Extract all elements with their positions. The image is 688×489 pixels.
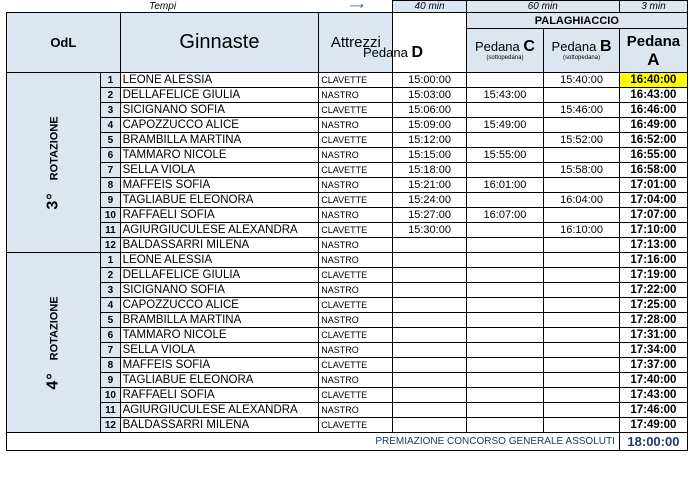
gymnast-name: AGIURGIUCULESE ALEXANDRA [120, 403, 319, 418]
rotation-word: ROTAZIONE [48, 115, 61, 180]
apparatus: CLAVETTE [319, 73, 393, 88]
time-pedana-d: 15:18:00 [393, 163, 466, 178]
order-number: 6 [101, 148, 120, 163]
time-pedana-d: 15:09:00 [393, 118, 466, 133]
pedana-d-word: Pedana [362, 45, 408, 60]
time-pedana-c [466, 193, 544, 208]
gymnast-name: LEONE ALESSIA [120, 73, 319, 88]
time-pedana-b [544, 343, 620, 358]
time-pedana-c [466, 73, 544, 88]
table-row [7, 118, 688, 133]
gymnasts-header: Ginnaste [120, 13, 319, 73]
order-number: 11 [101, 403, 120, 418]
time-pedana-d: 15:24:00 [393, 193, 466, 208]
order-number: 6 [101, 328, 120, 343]
rotation-label-text [45, 296, 63, 389]
time-pedana-c [466, 403, 544, 418]
time-pedana-b [544, 403, 620, 418]
time-pedana-b [544, 373, 620, 388]
time-pedana-b: 15:40:00 [544, 73, 620, 88]
duration-pedana-cb: 60 min [466, 1, 619, 13]
gymnast-name: CAPOZZUCCO ALICE [120, 298, 319, 313]
time-pedana-c [466, 343, 544, 358]
table-row [7, 388, 688, 403]
pedana-d-spacer [393, 13, 466, 73]
gymnast-name: RAFFAELI SOFIA [120, 208, 319, 223]
gymnast-name: MAFFEIS SOFIA [120, 178, 319, 193]
gymnast-name: SICIGNANO SOFIA [120, 283, 319, 298]
time-pedana-d [393, 403, 466, 418]
table-row [7, 163, 688, 178]
apparatus: CLAVETTE [319, 268, 393, 283]
pedana-b-letter: B [600, 38, 612, 55]
time-pedana-b [544, 118, 620, 133]
apparatus: NASTRO [319, 208, 393, 223]
time-pedana-a: 16:49:00 [619, 118, 687, 133]
time-pedana-c [466, 313, 544, 328]
table-row [7, 418, 688, 433]
time-pedana-b [544, 268, 620, 283]
table-row [7, 268, 688, 283]
time-pedana-b [544, 253, 620, 268]
table-row [7, 73, 688, 88]
time-pedana-a: 16:58:00 [619, 163, 687, 178]
time-pedana-d [393, 328, 466, 343]
gymnast-name: BRAMBILLA MARTINA [120, 313, 319, 328]
time-pedana-d [393, 313, 466, 328]
order-number: 4 [101, 298, 120, 313]
gymnast-name: LEONE ALESSIA [120, 253, 319, 268]
time-pedana-c [466, 268, 544, 283]
time-pedana-d: 15:00:00 [393, 73, 466, 88]
time-pedana-d [393, 358, 466, 373]
apparatus: NASTRO [319, 178, 393, 193]
gymnast-name: DELLAFELICE GIULIA [120, 268, 319, 283]
order-number: 3 [101, 283, 120, 298]
time-pedana-b [544, 328, 620, 343]
time-pedana-a: 17:46:00 [619, 403, 687, 418]
time-pedana-c [466, 253, 544, 268]
table-row [7, 133, 688, 148]
apparatus: NASTRO [319, 118, 393, 133]
time-pedana-a: 16:43:00 [619, 88, 687, 103]
time-pedana-c [466, 418, 544, 433]
table-row [7, 178, 688, 193]
order-number: 5 [101, 313, 120, 328]
time-pedana-a: 17:49:00 [619, 418, 687, 433]
time-pedana-a: 17:34:00 [619, 343, 687, 358]
apparatus: CLAVETTE [319, 328, 393, 343]
rotation-number: 3° [44, 191, 62, 210]
time-pedana-c: 15:49:00 [466, 118, 544, 133]
time-pedana-b [544, 313, 620, 328]
table-row [7, 343, 688, 358]
apparatus: NASTRO [319, 343, 393, 358]
time-pedana-d: 15:06:00 [393, 103, 466, 118]
time-pedana-b [544, 358, 620, 373]
gymnast-name: SELLA VIOLA [120, 343, 319, 358]
time-pedana-a: 17:07:00 [619, 208, 687, 223]
duration-pedana-d: 40 min [393, 1, 466, 13]
time-pedana-d [393, 253, 466, 268]
order-number: 7 [101, 163, 120, 178]
time-pedana-d [393, 238, 466, 253]
apparatus: NASTRO [319, 313, 393, 328]
time-pedana-b [544, 148, 620, 163]
rotation-label-text [45, 116, 63, 209]
order-number: 4 [101, 118, 120, 133]
pedana-b-word: Pedana [551, 39, 597, 54]
gymnast-name: BALDASSARRI MILENA [120, 418, 319, 433]
awards-time: 18:00:00 [619, 433, 687, 451]
schedule-table [6, 0, 688, 451]
time-pedana-d [393, 343, 466, 358]
order-number: 8 [101, 358, 120, 373]
order-number: 10 [101, 388, 120, 403]
order-number: 1 [101, 253, 120, 268]
gymnast-name: CAPOZZUCCO ALICE [120, 118, 319, 133]
order-number: 3 [101, 103, 120, 118]
apparatus: NASTRO [319, 88, 393, 103]
time-pedana-c [466, 103, 544, 118]
pedana-c-note: (sottopedana) [486, 55, 524, 61]
time-pedana-d: 15:12:00 [393, 133, 466, 148]
gymnast-name: BRAMBILLA MARTINA [120, 133, 319, 148]
table-row [7, 88, 688, 103]
time-pedana-b [544, 388, 620, 403]
pedana-c-header [466, 29, 544, 73]
time-pedana-c [466, 358, 544, 373]
order-number: 9 [101, 373, 120, 388]
time-pedana-c [466, 373, 544, 388]
apparatus: NASTRO [319, 238, 393, 253]
time-pedana-a: 17:10:00 [619, 223, 687, 238]
apparatus: CLAVETTE [319, 193, 393, 208]
time-pedana-b [544, 298, 620, 313]
apparatus: CLAVETTE [319, 223, 393, 238]
gymnast-name: TAGLIABUE ELEONORA [120, 193, 319, 208]
time-pedana-c [466, 298, 544, 313]
table-row [7, 373, 688, 388]
gymnast-name: SICIGNANO SOFIA [120, 103, 319, 118]
rotation-label [7, 73, 101, 253]
time-pedana-a: 17:13:00 [619, 238, 687, 253]
apparatus: CLAVETTE [319, 133, 393, 148]
table-row [7, 283, 688, 298]
pedana-b-note: (sottopedana) [563, 55, 601, 61]
apparatus: NASTRO [319, 403, 393, 418]
tempi-arrow-icon: ⟶ [319, 1, 393, 13]
time-pedana-d [393, 418, 466, 433]
gymnast-name: AGIURGIUCULESE ALEXANDRA [120, 223, 319, 238]
time-pedana-a: 16:40:00 [619, 73, 687, 88]
apparatus: CLAVETTE [319, 298, 393, 313]
time-pedana-b: 15:52:00 [544, 133, 620, 148]
apparatus: NASTRO [319, 148, 393, 163]
gymnast-name: DELLAFELICE GIULIA [120, 88, 319, 103]
table-row [7, 253, 688, 268]
apparatus: NASTRO [319, 373, 393, 388]
rotations-section [7, 73, 688, 433]
time-pedana-d [393, 283, 466, 298]
time-pedana-d [393, 388, 466, 403]
apparatus: NASTRO [319, 253, 393, 268]
time-pedana-a: 17:37:00 [619, 358, 687, 373]
time-pedana-c: 15:55:00 [466, 148, 544, 163]
time-pedana-a: 17:40:00 [619, 373, 687, 388]
time-pedana-a: 17:43:00 [619, 388, 687, 403]
time-pedana-b [544, 208, 620, 223]
venue-header: PALAGHIACCIO [466, 13, 687, 29]
header-section [7, 1, 688, 73]
rotation-word: ROTAZIONE [48, 295, 61, 360]
order-number: 11 [101, 223, 120, 238]
gymnast-name: RAFFAELI SOFIA [120, 388, 319, 403]
pedana-c-letter: C [523, 38, 535, 55]
time-pedana-c [466, 238, 544, 253]
time-pedana-a: 17:22:00 [619, 283, 687, 298]
table-row [7, 223, 688, 238]
apparatus: CLAVETTE [319, 418, 393, 433]
gymnast-name: TAGLIABUE ELEONORA [120, 373, 319, 388]
order-number: 2 [101, 268, 120, 283]
order-number: 7 [101, 343, 120, 358]
awards-label: PREMIAZIONE CONCORSO GENERALE ASSOLUTI [7, 433, 620, 451]
table-row [7, 148, 688, 163]
order-number: 9 [101, 193, 120, 208]
table-row [7, 238, 688, 253]
table-row [7, 208, 688, 223]
time-pedana-a: 17:25:00 [619, 298, 687, 313]
order-number: 8 [101, 178, 120, 193]
time-pedana-c [466, 328, 544, 343]
time-pedana-a: 16:55:00 [619, 148, 687, 163]
tempi-label: Tempi [149, 0, 177, 12]
pedana-a-header [619, 29, 687, 73]
table-row [7, 103, 688, 118]
time-pedana-d: 15:27:00 [393, 208, 466, 223]
order-number: 10 [101, 208, 120, 223]
pedana-a-letter: A [647, 49, 660, 69]
pedana-b-header [544, 29, 620, 73]
order-number: 1 [101, 73, 120, 88]
time-pedana-a: 17:19:00 [619, 268, 687, 283]
time-pedana-b [544, 178, 620, 193]
table-row [7, 313, 688, 328]
time-pedana-c: 16:07:00 [466, 208, 544, 223]
time-pedana-c [466, 223, 544, 238]
gymnast-name: BALDASSARRI MILENA [120, 238, 319, 253]
time-pedana-d: 15:30:00 [393, 223, 466, 238]
time-pedana-d [393, 268, 466, 283]
rotation-number: 4° [44, 371, 62, 390]
pedana-a-word: Pedana [626, 32, 681, 50]
order-number: 5 [101, 133, 120, 148]
table-row [7, 328, 688, 343]
table-row [7, 403, 688, 418]
apparatus: NASTRO [319, 283, 393, 298]
table-row [7, 193, 688, 208]
table-row [7, 358, 688, 373]
time-pedana-d: 15:03:00 [393, 88, 466, 103]
gymnast-name: MAFFEIS SOFIA [120, 358, 319, 373]
time-pedana-a: 17:04:00 [619, 193, 687, 208]
time-pedana-c [466, 388, 544, 403]
time-pedana-a: 17:01:00 [619, 178, 687, 193]
apparatus: CLAVETTE [319, 103, 393, 118]
table-row [7, 298, 688, 313]
time-pedana-b [544, 283, 620, 298]
time-pedana-b: 16:10:00 [544, 223, 620, 238]
rotation-label [7, 253, 101, 433]
time-pedana-b [544, 88, 620, 103]
order-number: 12 [101, 238, 120, 253]
time-pedana-a: 17:31:00 [619, 328, 687, 343]
time-pedana-c: 16:01:00 [466, 178, 544, 193]
time-pedana-a: 16:46:00 [619, 103, 687, 118]
apparatus: CLAVETTE [319, 388, 393, 403]
odl-header: OdL [7, 13, 121, 73]
time-pedana-c: 15:43:00 [466, 88, 544, 103]
time-pedana-c [466, 163, 544, 178]
time-pedana-d: 15:15:00 [393, 148, 466, 163]
time-pedana-a: 17:16:00 [619, 253, 687, 268]
time-pedana-d: 15:21:00 [393, 178, 466, 193]
time-pedana-d [393, 373, 466, 388]
time-pedana-c [466, 133, 544, 148]
apparatus: CLAVETTE [319, 358, 393, 373]
apparatus: CLAVETTE [319, 163, 393, 178]
order-number: 2 [101, 88, 120, 103]
gymnast-name: SELLA VIOLA [120, 163, 319, 178]
time-pedana-a: 17:28:00 [619, 313, 687, 328]
duration-pedana-a: 3 min [619, 1, 687, 13]
gymnast-name: TAMMARO NICOLE [120, 148, 319, 163]
apparatus-header: Attrezzi [319, 13, 393, 73]
pedana-d-header [353, 44, 433, 62]
time-pedana-c [466, 283, 544, 298]
pedana-d-letter: D [411, 44, 423, 61]
pedana-c-word: Pedana [474, 39, 520, 54]
time-pedana-b [544, 418, 620, 433]
footer-section [7, 433, 688, 451]
time-pedana-d [393, 298, 466, 313]
time-pedana-b: 15:58:00 [544, 163, 620, 178]
gymnast-name: TAMMARO NICOLE [120, 328, 319, 343]
time-pedana-b [544, 238, 620, 253]
time-pedana-a: 16:52:00 [619, 133, 687, 148]
time-pedana-b: 15:46:00 [544, 103, 620, 118]
time-pedana-b: 16:04:00 [544, 193, 620, 208]
order-number: 12 [101, 418, 120, 433]
